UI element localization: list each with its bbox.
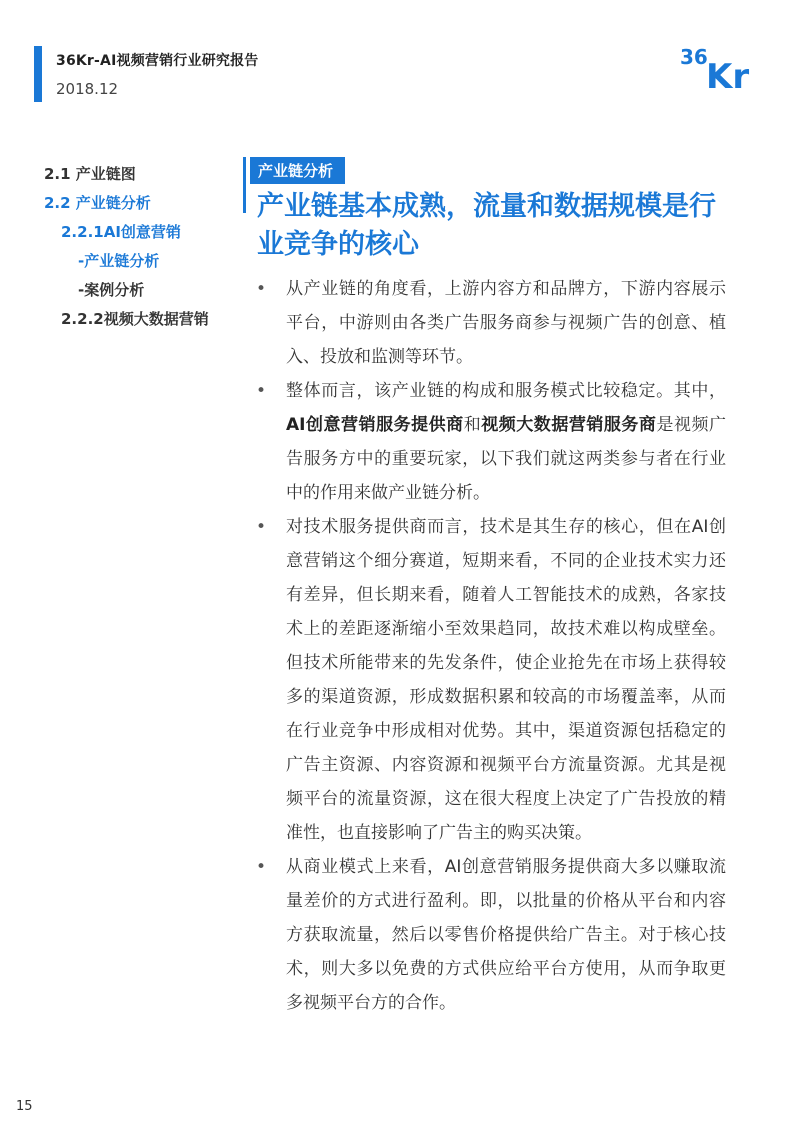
nav-item-industry-chain-analysis[interactable]: 2.2 产业链分析 [44, 194, 151, 212]
logo-36-text: 36 [680, 45, 708, 69]
nav-item-video-big-data-marketing[interactable]: 2.2.2视频大数据营销 [61, 310, 209, 328]
bullet-text-part: 整体而言，该产业链的构成和服务模式比较稳定。其中， [286, 381, 726, 401]
logo-kr-text: Kr [706, 57, 750, 94]
chapter-navigation [44, 160, 234, 334]
36kr-logo [680, 42, 764, 94]
nav-item-case-analysis[interactable]: -案例分析 [78, 281, 145, 299]
bullet-item [256, 272, 726, 374]
bullet-text: 从产业链的角度看，上游内容方和品牌方，下游内容展示平台，中游则由各类广告服务商参与视频广告的创意、植入、投放和监测等环节。 [286, 279, 726, 367]
bullet-marker: • [256, 517, 267, 537]
bullet-bold-ai-creative: AI创意营销服务提供商 [286, 415, 464, 435]
header-accent-bar [34, 46, 42, 102]
nav-item-ai-creative-marketing[interactable]: 2.2.1AI创意营销 [61, 223, 181, 241]
title-accent-rule [243, 157, 246, 213]
content-bullet-list [256, 272, 726, 1020]
bullet-marker: • [256, 279, 267, 299]
nav-item-chain-analysis-sub[interactable]: -产业链分析 [78, 252, 160, 270]
page-number: 15 [16, 1099, 33, 1114]
report-title: 36Kr-AI视频营销行业研究报告 [56, 53, 259, 69]
section-title: 产业链基本成熟，流量和数据规模是行业竞争的核心 [257, 191, 716, 260]
bullet-text: 从商业模式上来看，AI创意营销服务提供商大多以赚取流量差价的方式进行盈利。即，以批量的价格从平台和内容方获取流量，然后以零售价格提供给广告主。对于核心技术，则大多以免费的方式供应给平台方使用，从而争取更多视频平台方的合作。 [286, 857, 726, 1013]
bullet-text-part: 是视频广告服务方中的重要玩家，以下我们就这两类参与者在行业中的作用来做产业链分析。 [286, 415, 727, 503]
section-tag: 产业链分析 [250, 157, 345, 184]
bullet-marker: • [256, 381, 267, 401]
bullet-item [256, 374, 726, 510]
bullet-marker: • [256, 857, 267, 877]
report-date: 2018.12 [56, 80, 119, 98]
bullet-item [256, 510, 726, 850]
bullet-item [256, 850, 726, 1020]
bullet-text-part: 和 [463, 415, 482, 435]
bullet-bold-video-data: 视频大数据营销服务商 [481, 415, 657, 435]
nav-item-industry-chain-map[interactable]: 2.1 产业链图 [44, 165, 136, 183]
bullet-text: 对技术服务提供商而言，技术是其生存的核心，但在AI创意营销这个细分赛道，短期来看，不同的企业技术实力还有差异，但长期来看，随着人工智能技术的成熟，各家技术上的差距逐渐缩小至效果趋同，故技术难以构成壁垒。但技术所能带来的先发条件，使企业抢先在市场上获得较多的渠道资源，形成数据积累和较高的市场覆盖率，从而在行业竞争中形成相对优势。其中，渠道资源包括稳定的广告主资源、内容资源和视频平台方流量资源。尤其是视频平台的流量资源，这在很大程度上决定了广告投放的精准性，也直接影响了广告主的购买决策。 [286, 517, 726, 843]
